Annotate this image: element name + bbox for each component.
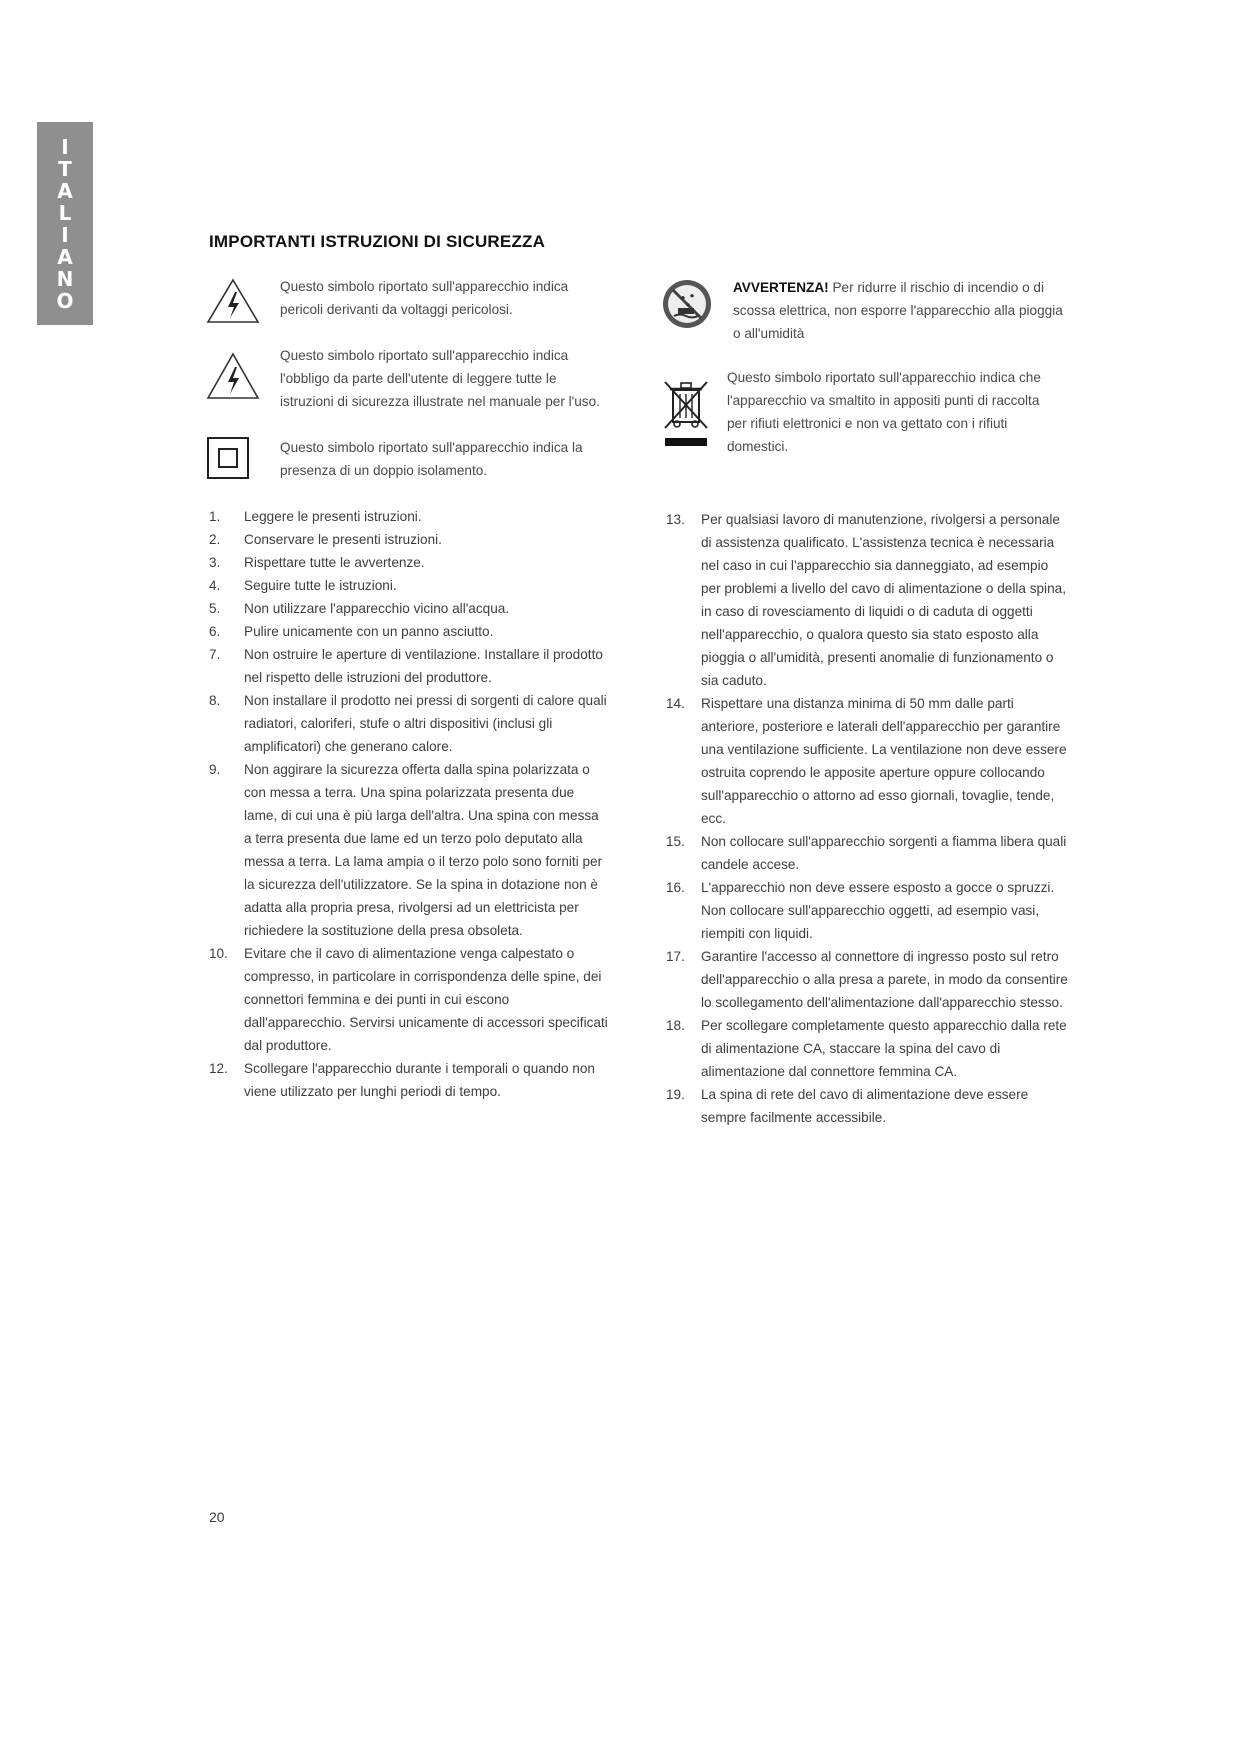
item-number: 15. (666, 834, 685, 849)
item-number: 8. (209, 693, 221, 708)
item-text: Rispettare una distanza minima di 50 mm dalle parti anteriore, posteriore e laterali dell'apparecchio per garantire una ventilazione sufficiente. La ventilazione non deve essere ostruita coprendo le apposite aperture oppure collocando sull'apparecchio o attorno ad esso giornali, tovaglie, tende, ecc. (701, 696, 1067, 826)
item-number: 7. (209, 647, 221, 662)
symbol-description: Questo simbolo riportato sull'apparecchio indica che l'apparecchio va smaltito in appositi punti di raccolta per rifiuti elettronici e non va gettato con i rifiuti domestici. (727, 370, 1041, 454)
exclamation-triangle-icon (206, 352, 260, 400)
language-tab-letter: L (58, 200, 72, 225)
list-item (209, 597, 609, 620)
symbol-row-voltage (206, 275, 606, 324)
language-tab-letter: I (61, 134, 69, 159)
language-tab-letter: T (58, 156, 72, 181)
item-text: Conservare le presenti istruzioni. (244, 532, 442, 547)
symbol-row-insulation (206, 436, 606, 482)
item-text: Garantire l'accesso al connettore di ingresso posto sul retro dell'apparecchio o alla presa a parete, in modo da consentire lo scollegamento dell'alimentazione dall'apparecchio stesso. (701, 949, 1068, 1010)
item-text: Non ostruire le aperture di ventilazione. Installare il prodotto nel rispetto delle istruzioni del produttore. (244, 647, 603, 685)
item-text: Scollegare l'apparecchio durante i temporali o quando non viene utilizzato per lunghi periodi di tempo. (244, 1061, 595, 1099)
warning-label: AVVERTENZA! (733, 280, 829, 295)
warning-description (733, 276, 1063, 345)
list-item (666, 508, 1071, 692)
symbol-description: Questo simbolo riportato sull'apparecchio indica la presenza di un doppio isolamento. (280, 440, 583, 478)
item-text: Rispettare tutte le avvertenze. (244, 555, 425, 570)
item-number: 3. (209, 555, 221, 570)
weee-crossed-bin-icon (661, 378, 711, 448)
list-item (666, 876, 1071, 945)
symbol-row-warning (661, 276, 1081, 345)
list-item (209, 643, 609, 689)
item-text: Leggere le presenti istruzioni. (244, 509, 422, 524)
item-number: 4. (209, 578, 221, 593)
item-text: Evitare che il cavo di alimentazione venga calpestato o compresso, in particolare in corrispondenza delle spine, dei connettori femmina e dei punti in cui escono dall'apparecchio. Servirsi unicamente di accessori specificati dal produttore. (244, 946, 608, 1053)
page-title: IMPORTANTI ISTRUZIONI DI SICUREZZA (209, 232, 546, 251)
list-item (209, 758, 609, 942)
double-insulation-icon (206, 436, 250, 480)
item-text: Per scollegare completamente questo apparecchio dalla rete di alimentazione CA, staccare la spina del cavo di alimentazione dal connettore femmina CA. (701, 1018, 1067, 1079)
item-number: 19. (666, 1087, 685, 1102)
instructions-list-right (666, 508, 1071, 1129)
language-tab (37, 122, 93, 325)
item-number: 6. (209, 624, 221, 639)
no-rain-icon (661, 278, 713, 330)
item-number: 17. (666, 949, 685, 964)
language-tab-letter: N (56, 266, 74, 291)
lightning-triangle-icon (206, 278, 260, 324)
item-number: 14. (666, 696, 685, 711)
symbol-description: Questo simbolo riportato sull'apparecchio indica l'obbligo da parte dell'utente di leggere tutte le istruzioni di sicurezza illustrate nel manuale per l'uso. (280, 348, 600, 409)
list-item (666, 692, 1071, 830)
list-item (666, 830, 1071, 876)
list-item (666, 1083, 1071, 1129)
item-text: Seguire tutte le istruzioni. (244, 578, 397, 593)
language-tab-letter: I (61, 222, 69, 247)
page-number: 20 (209, 1509, 225, 1525)
item-number: 13. (666, 512, 685, 527)
item-number: 1. (209, 509, 221, 524)
list-item (209, 551, 609, 574)
symbol-row-weee (661, 366, 1081, 458)
list-item (666, 1014, 1071, 1083)
item-number: 9. (209, 762, 221, 777)
instructions-list-left (209, 505, 609, 1103)
item-number: 2. (209, 532, 221, 547)
list-item (666, 945, 1071, 1014)
item-text: Non utilizzare l'apparecchio vicino all'acqua. (244, 601, 510, 616)
item-number: 10. (209, 946, 228, 961)
item-text: Non aggirare la sicurezza offerta dalla spina polarizzata o con messa a terra. Una spina polarizzata presenta due lame, di cui una è più larga dell'altra. Una spina con messa a terra presenta due lame ed un terzo polo deputato alla messa a terra. La lama ampia o il terzo polo sono forniti per la sicurezza dell'utilizzatore. Se la spina in dotazione non è adatta alla propria presa, rivolgersi ad un elettricista per richiedere la sostituzione della presa obsoleta. (244, 762, 603, 938)
item-number: 16. (666, 880, 685, 895)
language-tab-letter: A (57, 178, 73, 203)
item-number: 5. (209, 601, 221, 616)
list-item (209, 1057, 609, 1103)
list-item (209, 620, 609, 643)
language-tab-letter: O (56, 288, 74, 313)
list-item (209, 942, 609, 1057)
list-item (209, 505, 609, 528)
list-item (209, 689, 609, 758)
item-text: La spina di rete del cavo di alimentazione deve essere sempre facilmente accessibile. (701, 1087, 1029, 1125)
item-text: L'apparecchio non deve essere esposto a gocce o spruzzi. Non collocare sull'apparecchio oggetti, ad esempio vasi, riempiti con liquidi. (701, 880, 1055, 941)
list-item (209, 574, 609, 597)
item-text: Per qualsiasi lavoro di manutenzione, rivolgersi a personale di assistenza qualificato. L'assistenza tecnica è necessaria nel caso in cui l'apparecchio sia danneggiato, ad esempio per problemi a livello del cavo di alimentazione o della spina, in caso di rovesciamento di liquidi o di caduta di oggetti nell'apparecchio, o qualora questo sia stato esposto alla pioggia o all'umidità, presenti anomalie di funzionamento o sia caduto. (701, 512, 1066, 688)
language-tab-letter: A (57, 244, 73, 269)
item-text: Pulire unicamente con un panno asciutto. (244, 624, 494, 639)
warning-text: Per ridurre il rischio di incendio o di scossa elettrica, non esporre l'apparecchio alla pioggia o all'umidità (733, 280, 1063, 341)
item-number: 18. (666, 1018, 685, 1033)
item-number: 12. (209, 1061, 228, 1076)
symbol-row-instructions (206, 344, 606, 413)
item-text: Non collocare sull'apparecchio sorgenti a fiamma libera quali candele accese. (701, 834, 1067, 872)
list-item (209, 528, 609, 551)
item-text: Non installare il prodotto nei pressi di sorgenti di calore quali radiatori, caloriferi, stufe o altri dispositivi (inclusi gli amplificatori) che generano calore. (244, 693, 607, 754)
symbol-description: Questo simbolo riportato sull'apparecchio indica pericoli derivanti da voltaggi pericolosi. (280, 279, 569, 317)
